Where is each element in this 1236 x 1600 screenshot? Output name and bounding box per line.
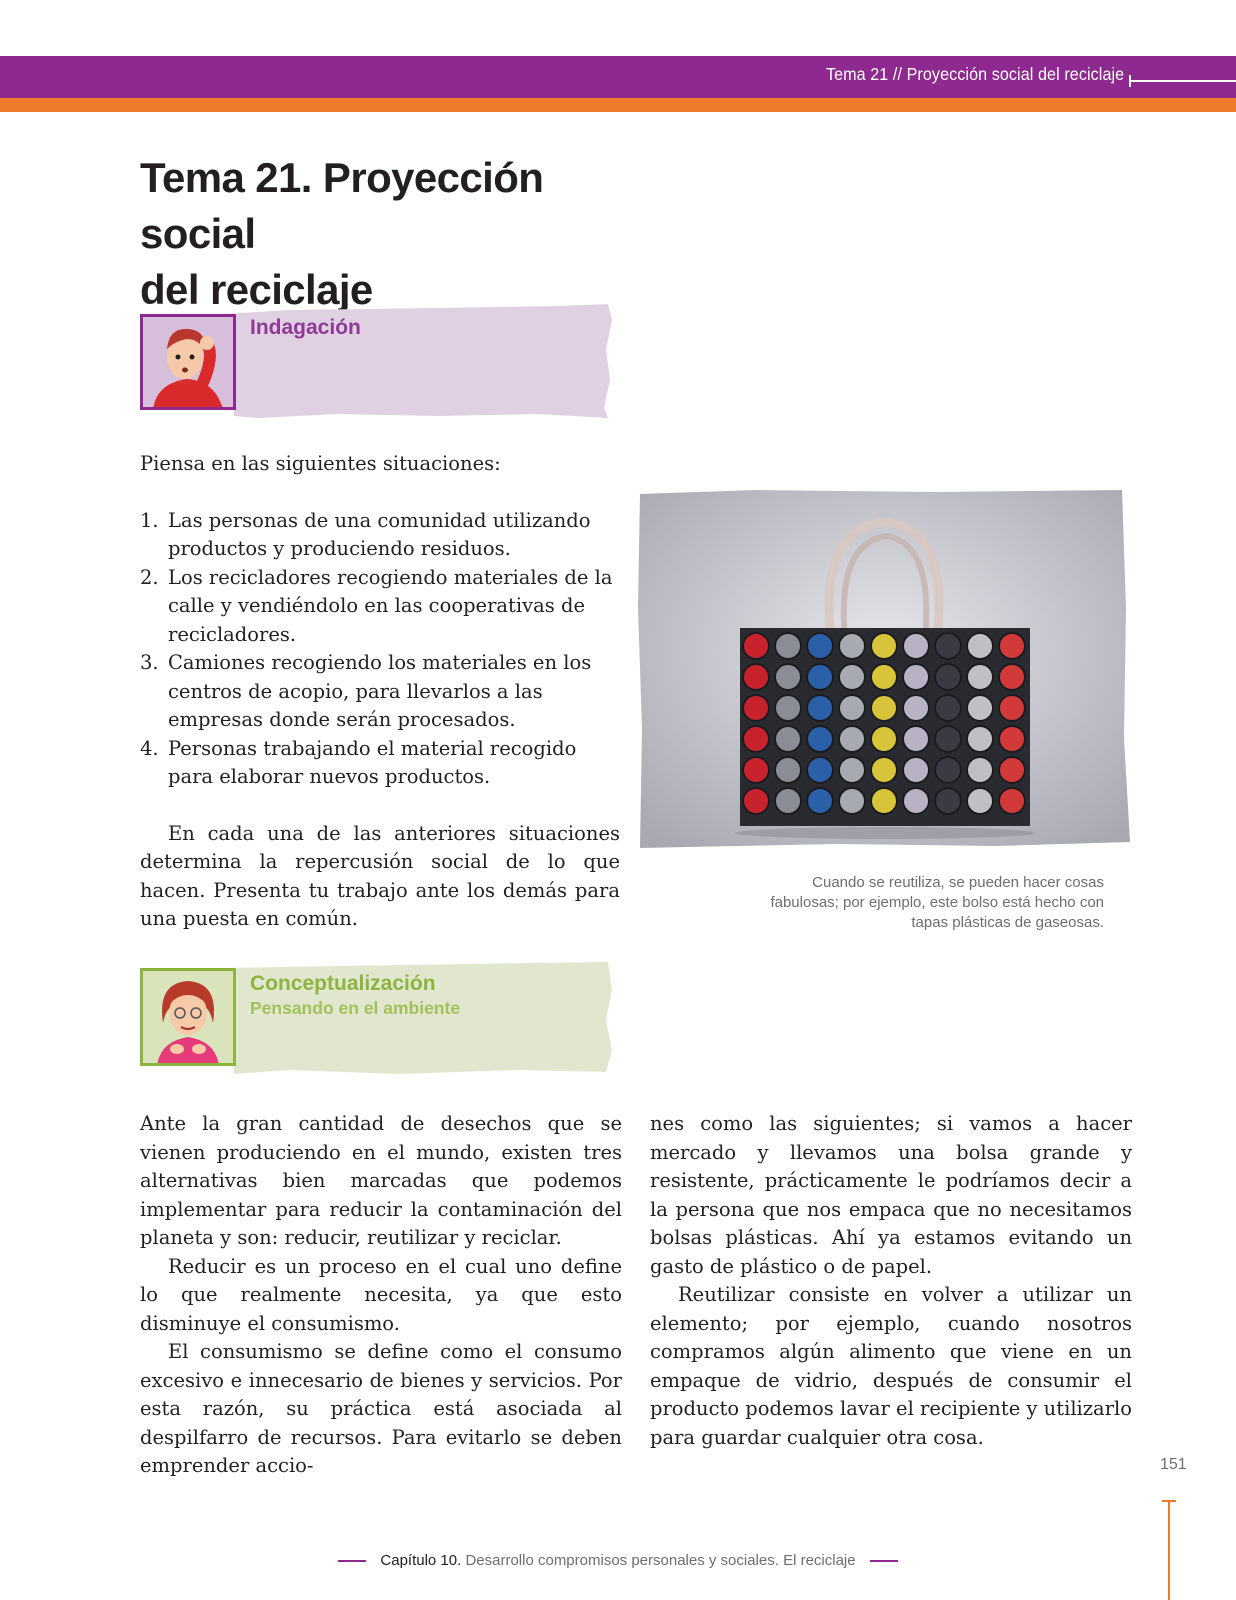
bottle-cap [999,695,1025,721]
chapter-footer [0,1552,1236,1569]
teacher-avatar-frame [140,968,236,1066]
bottle-cap [903,633,929,659]
header-rule [1130,80,1236,82]
situations-list [140,507,620,792]
bottle-cap [935,633,961,659]
situation-text: Los recicladores recogiendo materiales de la calle y vendiéndolo en las cooperativas de recicladores. [168,565,613,646]
thinking-boy-icon [143,317,233,407]
bottle-cap [903,788,929,814]
bottle-cap [807,633,833,659]
bottle-cap [743,695,769,721]
situation-text: Personas trabajando el material recogido para elaborar nuevos productos. [168,736,577,788]
indagacion-text [140,450,620,934]
bottle-cap [743,726,769,752]
bottle-cap [807,788,833,814]
bottle-cap [999,664,1025,690]
bottle-cap [935,788,961,814]
bottle-cap [871,633,897,659]
student-avatar-frame [140,314,236,410]
bottle-cap [967,633,993,659]
situation-number: 1. [140,508,159,532]
bottle-cap [775,633,801,659]
bag-photo [636,488,1130,850]
bottle-cap [807,726,833,752]
photo-caption: Cuando se reutiliza, se pueden hacer cosas fabulosas; por ejemplo, este bolso está hecho con tapas plásticas de gaseosas. [770,874,1104,931]
teacher-girl-icon [143,971,233,1063]
bottle-cap [903,664,929,690]
bottle-cap [903,695,929,721]
paragraph: Ante la gran cantidad de desechos que se vienen produciendo en el mundo, existen tres alternativas bien marcadas que podemos implementar para reducir la contaminación del planeta y son: reducir, reutilizar y reciclar. [140,1112,622,1249]
bottle-cap [775,757,801,783]
bottle-cap [999,633,1025,659]
situation-item [140,735,620,792]
page-number: 151 [1160,1456,1187,1473]
indagacion-closing: En cada una de las anteriores situaciones determina la repercusión social de lo que hacen. Presenta tu trabajo ante los demás para una puesta en común. [140,821,620,930]
running-title: Tema 21 // Proyección social del reciclaje [825,64,1124,84]
indagacion-label: Indagación [250,316,361,339]
bottle-cap [775,695,801,721]
body-column-left [140,1110,622,1481]
bottle-cap [967,788,993,814]
paragraph: Reutilizar consiste en volver a utilizar un elemento; por ejemplo, cuando nosotros compramos algún alimento que viene en un empaque de vidrio, después de consumir el producto podemos lavar el recipiente y utilizarlo para guardar cualquier otra cosa. [650,1283,1132,1449]
paragraph: Reducir es un proceso en el cual uno define lo que realmente necesita, ya que esto disminuye el consumismo. [140,1254,622,1335]
footer-rule-left [338,1560,366,1562]
bottle-cap [967,664,993,690]
bottle-cap [999,757,1025,783]
bottle-cap [935,695,961,721]
situation-item [140,649,620,735]
bottle-cap [775,788,801,814]
bottle-cap [775,726,801,752]
page-title-line1: Tema 21. Proyección social [140,154,544,257]
indagacion-box [138,300,618,425]
bottle-cap [839,664,865,690]
bottle-cap [967,757,993,783]
situation-number: 4. [140,736,159,760]
situation-text: Camiones recogiendo los materiales en los centros de acopio, para llevarlos a las empresas donde serán procesados. [168,651,592,731]
bottle-cap [903,726,929,752]
conceptualizacion-label: Conceptualización [250,972,436,995]
body-column-right [650,1110,1132,1452]
bottle-cap [967,695,993,721]
bottle-cap [871,664,897,690]
situation-item [140,564,620,650]
page-side-rule-tick [1162,1500,1176,1502]
bottle-cap [935,664,961,690]
paragraph: El consumismo se define como el consumo excesivo e innecesario de bienes y servicios. Por esta razón, su práctica está asociada al despilfarro de recursos. Para evitarlo se deben emprender accio- [140,1340,622,1477]
footer-chapter: Capítulo 10. [380,1552,462,1569]
page-title-line2: del reciclaje [140,266,373,313]
bottle-cap [743,757,769,783]
bottle-cap [807,695,833,721]
footer-rule-right [870,1560,898,1562]
conceptualizacion-subtitle: Pensando en el ambiente [250,998,461,1018]
bottle-cap [839,788,865,814]
page-side-rule [1168,1500,1170,1600]
conceptualizacion-box [138,960,618,1080]
bottle-cap [903,757,929,783]
bottle-cap [775,664,801,690]
bottle-cap [935,757,961,783]
situation-item [140,507,620,564]
bottle-cap [871,695,897,721]
footer-text: Desarrollo compromisos personales y sociales. El reciclaje [461,1552,856,1569]
situation-number: 2. [140,565,159,589]
bottle-cap [999,726,1025,752]
page-title [140,150,660,318]
bottle-cap [839,695,865,721]
situation-number: 3. [140,651,159,674]
bottle-cap [743,664,769,690]
bottle-cap [807,664,833,690]
bottle-cap [871,726,897,752]
bottle-cap-bag-image [636,488,1130,850]
bottle-cap [967,726,993,752]
bottle-cap [839,757,865,783]
bottle-cap [999,788,1025,814]
header-accent-stripe [0,98,1236,112]
bottle-cap [839,726,865,752]
bottle-cap [743,633,769,659]
paragraph: nes como las siguientes; si vamos a hacer mercado y llevamos una bolsa grande y resistente, prácticamente le podríamos decir a la persona que nos empaca que no necesitamos bolsas plásticas. Ahí ya estamos evitando un gasto de plástico o de papel. [650,1112,1132,1278]
bottle-cap [871,788,897,814]
bottle-cap [935,726,961,752]
situation-text: Las personas de una comunidad utilizando productos y produciendo residuos. [168,508,591,560]
bottle-cap [743,788,769,814]
indagacion-intro: Piensa en las siguientes situaciones: [140,452,501,475]
bottle-cap [807,757,833,783]
bottle-cap [839,633,865,659]
bottle-cap [871,757,897,783]
